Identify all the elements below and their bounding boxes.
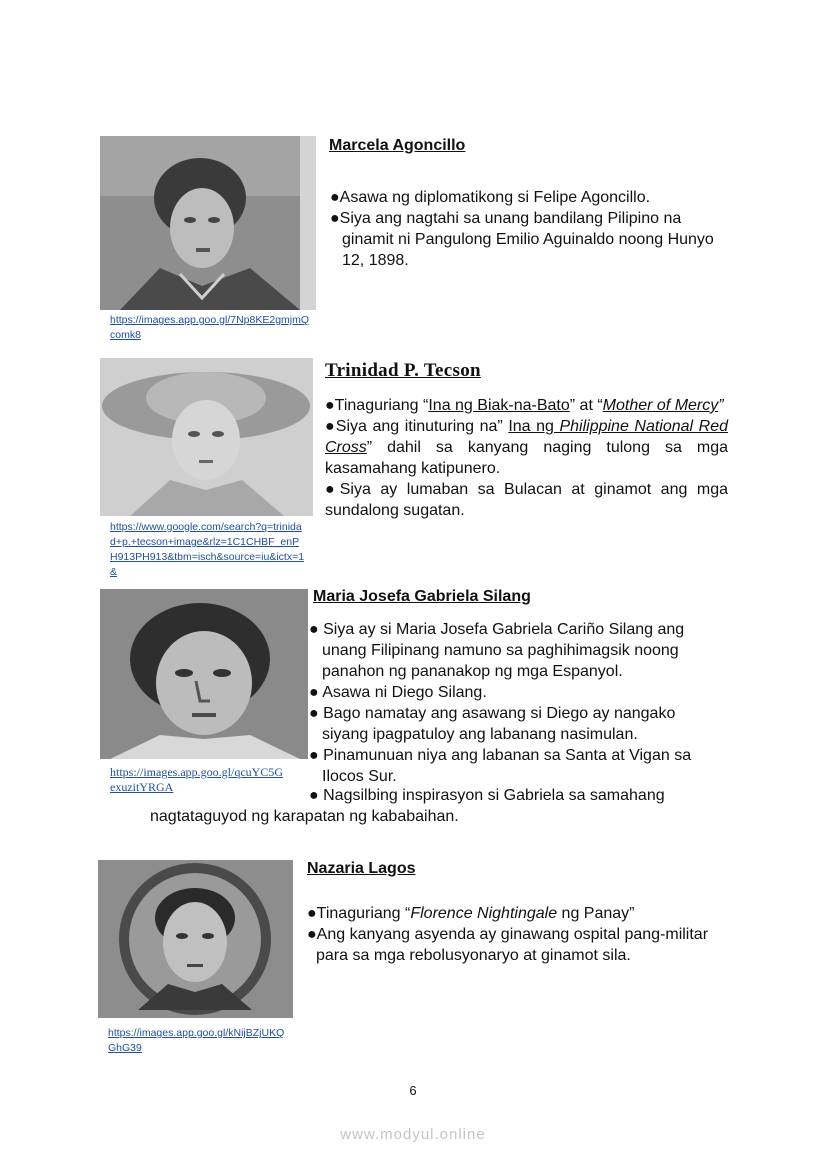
bullet-underlined: Mother of Mercy bbox=[602, 397, 719, 414]
bullet-underlined: Ina ng bbox=[508, 418, 560, 435]
bullet-underlined: Ina ng Biak-na-Bato bbox=[428, 397, 570, 414]
bullet-text: ” dahil sa kanyang naging tulong sa mga kasamahang katipunero. bbox=[325, 439, 728, 477]
heroine-name: Marcela Agoncillo bbox=[329, 137, 466, 154]
bullet-item bbox=[307, 903, 732, 924]
portrait-image bbox=[100, 589, 308, 759]
bullet-emphasis: Florence Nightingale bbox=[410, 905, 558, 922]
page-number: 6 bbox=[409, 1083, 417, 1098]
bullet-item: ● Pinamunuan niya ang labanan sa Santa at Vigan sa Ilocos Sur. bbox=[309, 747, 692, 785]
bullet-text: ng Panay” bbox=[557, 905, 635, 922]
heroine-name: Trinidad P. Tecson bbox=[325, 360, 481, 381]
bullet-item: ● Asawa ni Diego Silang. bbox=[309, 684, 487, 701]
watermark: www.modyul.online bbox=[340, 1126, 486, 1143]
bullet-underlined: Philippine National Red Cross bbox=[325, 418, 729, 456]
image-source-link[interactable]: https://images.app.goo.gl/qcuYC5GexuzitYRGA bbox=[110, 765, 283, 794]
portrait-trinidad-tecson bbox=[100, 358, 313, 516]
portrait-marcela-agoncillo bbox=[100, 136, 316, 310]
portrait-image bbox=[98, 860, 293, 1018]
entry-bullets bbox=[330, 187, 720, 271]
entry-bullets bbox=[309, 619, 719, 787]
bullet-item: ●Siya ang nagtahi sa unang bandilang Pilipino na ginamit ni Pangulong Emilio Aguinaldo noong Hunyo 12, 1898. bbox=[330, 210, 714, 269]
bullet-item: ●Siya ay lumaban sa Bulacan at ginamot ang mga sundalong sugatan. bbox=[325, 481, 728, 519]
portrait-gabriela-silang bbox=[100, 589, 308, 759]
bullet-item: ●Asawa ng diplomatikong si Felipe Agoncillo. bbox=[330, 189, 651, 206]
bullet-item-continued: nagtataguyod ng karapatan ng kababaihan. bbox=[150, 808, 459, 825]
bullet-text: ●Tinaguriang “ bbox=[307, 905, 411, 922]
bullet-item: ● Bago namatay ang asawang si Diego ay nangako siyang ipagpatuloy ang labanang nasimulan. bbox=[309, 705, 676, 743]
bullet-item bbox=[325, 416, 728, 479]
heroine-name: Maria Josefa Gabriela Silang bbox=[313, 588, 531, 605]
bullet-text: ” bbox=[718, 397, 724, 414]
image-source-link[interactable]: https://images.app.goo.gl/7Np8KE2gmjmQcomk8 bbox=[110, 314, 310, 341]
bullet-item bbox=[325, 395, 728, 416]
image-source-link[interactable]: https://www.google.com/search?q=trinidad+p.+tecson+image&rlz=1C1CHBF_enPH913PH913&tbm=isch&source=iu&ictx=1& bbox=[110, 521, 305, 578]
bullet-text: ●Tinaguriang “ bbox=[325, 397, 429, 414]
bullet-item: ● Nagsilbing inspirasyon si Gabriela sa samahang bbox=[309, 787, 665, 804]
image-source-link[interactable]: https://images.app.goo.gl/kNijBZjUKQGhG39 bbox=[108, 1027, 285, 1054]
bullet-text: ●Siya ang itinuturing na” bbox=[325, 418, 509, 435]
bullet-item: ● Siya ay si Maria Josefa Gabriela Cariño Silang ang unang Filipinang namuno sa paghihimagsik noong panahon ng pananakop ng mga Espanyol. bbox=[309, 621, 685, 680]
entry-bullets bbox=[325, 395, 728, 521]
bullet-item: ●Ang kanyang asyenda ay ginawang ospital pang-militar para sa mga rebolusyonaryo at ginamot sila. bbox=[307, 926, 709, 964]
portrait-nazaria-lagos bbox=[98, 860, 293, 1018]
portrait-image bbox=[100, 136, 316, 310]
bullet-text: ” at “ bbox=[569, 397, 603, 414]
entry-bullets bbox=[307, 903, 732, 966]
portrait-image bbox=[100, 358, 313, 516]
heroine-name: Nazaria Lagos bbox=[307, 860, 416, 877]
